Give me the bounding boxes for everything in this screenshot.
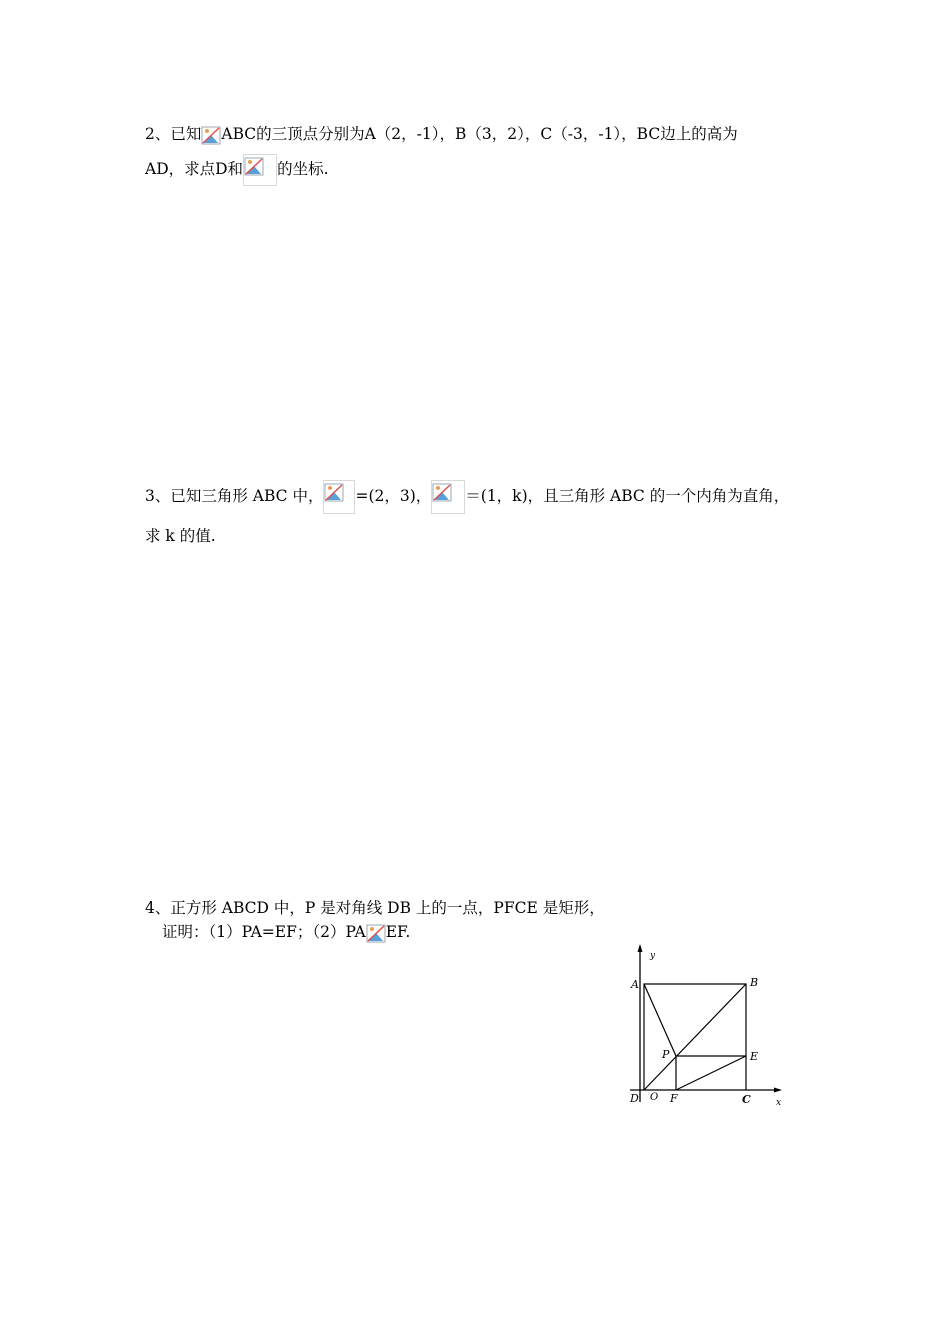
x-axis-arrow: [774, 1088, 782, 1093]
label-c: C: [742, 1093, 751, 1106]
broken-image-icon: [243, 154, 277, 186]
geometry-figure: [628, 942, 788, 1110]
diagonal-db: [644, 984, 746, 1090]
label-e: E: [750, 1050, 759, 1063]
q2-text-1b: ABC的三顶点分别为A（2，-1），B（3，2），C（-3，-1），BC边上的高为: [221, 125, 738, 143]
q4-line2: [162, 922, 410, 944]
label-a: A: [631, 978, 639, 991]
broken-image-icon: [323, 480, 355, 514]
broken-image-icon: [201, 124, 221, 146]
label-f: F: [670, 1092, 678, 1105]
q2-text-2a: AD，求点D和: [145, 160, 244, 178]
broken-image-icon: [431, 480, 465, 514]
y-axis-arrow: [638, 944, 643, 952]
q2-line1: [145, 124, 738, 146]
label-o: O: [650, 1092, 659, 1103]
q2-line2: [145, 154, 329, 186]
q3-text-1b: =(2，3)，: [355, 487, 432, 505]
q2-text-1a: 2、已知: [145, 125, 202, 143]
broken-image-icon: [366, 922, 386, 944]
q3-text-1a: 3、已知三角形 ABC 中，: [145, 487, 324, 505]
square-diagram: [628, 942, 788, 1110]
q3-text-1c: ＝(1，k)，且三角形 ABC 的一个内角为直角，: [465, 487, 790, 505]
q4-text-2b: EF.: [385, 923, 411, 941]
segment-pa: [644, 984, 676, 1056]
label-y: y: [650, 951, 656, 961]
q4-line1: 4、正方形 ABCD 中，P 是对角线 DB 上的一点，PFCE 是矩形，: [145, 899, 605, 917]
segment-ef: [676, 1056, 746, 1090]
label-b: B: [750, 976, 759, 989]
label-x: x: [776, 1098, 782, 1108]
q2-text-2b: 的坐标.: [277, 160, 329, 178]
q3-line2: 求 k 的值.: [145, 527, 216, 545]
label-d: D: [630, 1092, 639, 1105]
q4-text-2a: 证明：（1）PA=EF；（2）PA: [162, 923, 366, 941]
label-p: P: [662, 1048, 670, 1061]
q3-line1: [145, 480, 789, 514]
